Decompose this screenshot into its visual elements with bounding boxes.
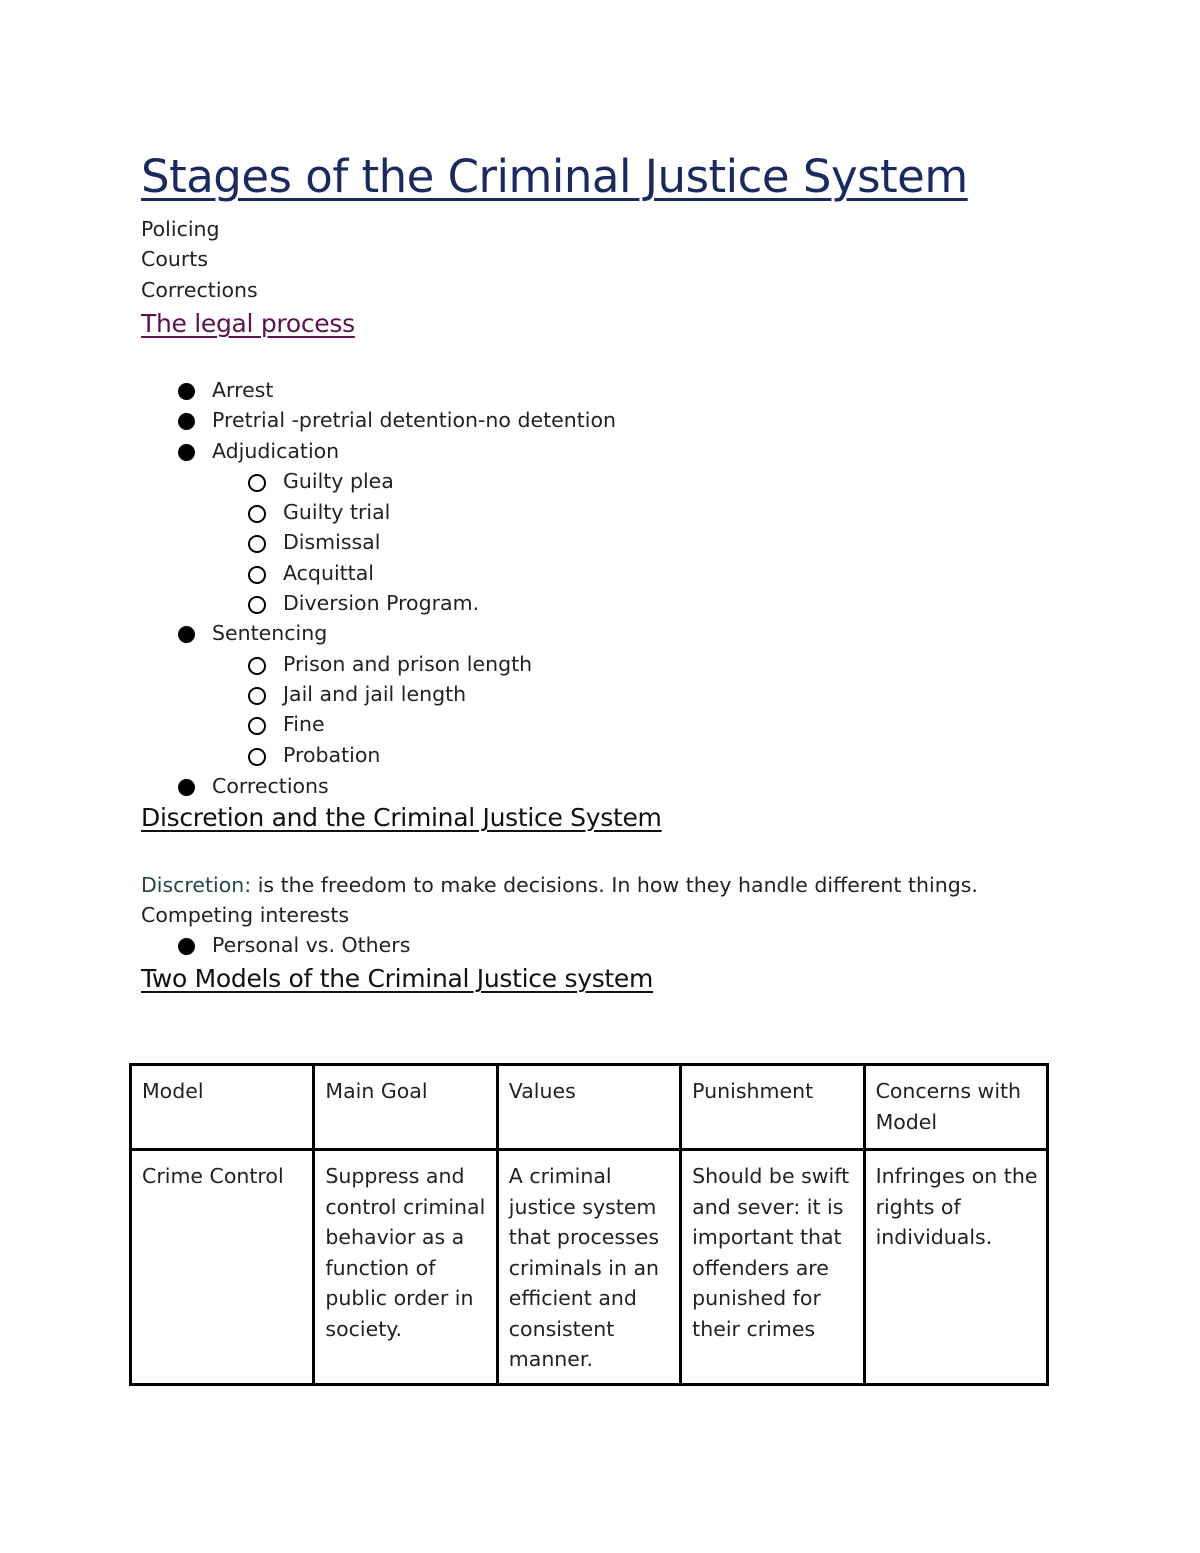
sub-item-guilty-plea: Guilty plea (283, 469, 394, 493)
table-header-cell: Main Goal (314, 1065, 497, 1150)
models-table (129, 1063, 1049, 1386)
list-item-sentencing: Sentencing (212, 621, 328, 645)
table-header-cell: Punishment (681, 1065, 864, 1150)
sub-item-guilty-trial: Guilty trial (283, 500, 391, 524)
discretion-heading: Discretion and the Criminal Justice System (141, 803, 662, 832)
table-header-row (131, 1065, 1048, 1150)
hollow-bullet-icon (248, 474, 266, 492)
bullet-icon (178, 626, 195, 643)
table-cell: Should be swift and sever: it is important that offenders are punished for their crimes (681, 1150, 864, 1385)
bullet-icon (178, 413, 195, 430)
competing-interests: Competing interests (141, 903, 350, 927)
discretion-definition (141, 870, 978, 900)
page-title: Stages of the Criminal Justice System (141, 150, 968, 203)
bullet-icon (178, 938, 195, 955)
table-cell: Infringes on the rights of individuals. (864, 1150, 1047, 1385)
table-cell: Suppress and control criminal behavior as a function of public order in society. (314, 1150, 497, 1385)
hollow-bullet-icon (248, 566, 266, 584)
bullet-icon (178, 444, 195, 461)
table-cell: Crime Control (131, 1150, 314, 1385)
hollow-bullet-icon (248, 717, 266, 735)
bullet-icon (178, 779, 195, 796)
sub-item-dismissal: Dismissal (283, 530, 381, 554)
stage-item-courts: Courts (141, 247, 208, 271)
discretion-term: Discretion: (141, 873, 252, 897)
hollow-bullet-icon (248, 535, 266, 553)
table-header-cell: Concerns with Model (864, 1065, 1047, 1150)
list-item-personal-vs-others: Personal vs. Others (212, 933, 411, 957)
sub-item-jail: Jail and jail length (283, 682, 467, 706)
sub-item-probation: Probation (283, 743, 381, 767)
stage-item-corrections: Corrections (141, 278, 258, 302)
list-item-adjudication: Adjudication (212, 439, 340, 463)
bullet-icon (178, 383, 195, 400)
table-header-cell: Model (131, 1065, 314, 1150)
list-item-arrest: Arrest (212, 378, 274, 402)
hollow-bullet-icon (248, 596, 266, 614)
hollow-bullet-icon (248, 505, 266, 523)
table-cell: A criminal justice system that processes criminals in an efficient and consistent manner. (497, 1150, 680, 1385)
list-item-pretrial: Pretrial -pretrial detention-no detention (212, 408, 616, 432)
legal-process-heading: The legal process (141, 309, 355, 338)
hollow-bullet-icon (248, 687, 266, 705)
list-item-corrections: Corrections (212, 774, 329, 798)
discretion-definition-text: is the freedom to make decisions. In how they handle different things. (251, 873, 978, 897)
sub-item-prison: Prison and prison length (283, 652, 533, 676)
table-header-cell: Values (497, 1065, 680, 1150)
sub-item-fine: Fine (283, 712, 325, 736)
stage-item-policing: Policing (141, 217, 220, 241)
table-row (131, 1150, 1048, 1385)
sub-item-acquittal: Acquittal (283, 561, 374, 585)
models-heading: Two Models of the Criminal Justice system (141, 964, 654, 993)
hollow-bullet-icon (248, 657, 266, 675)
sub-item-diversion-program: Diversion Program. (283, 591, 480, 615)
hollow-bullet-icon (248, 748, 266, 766)
